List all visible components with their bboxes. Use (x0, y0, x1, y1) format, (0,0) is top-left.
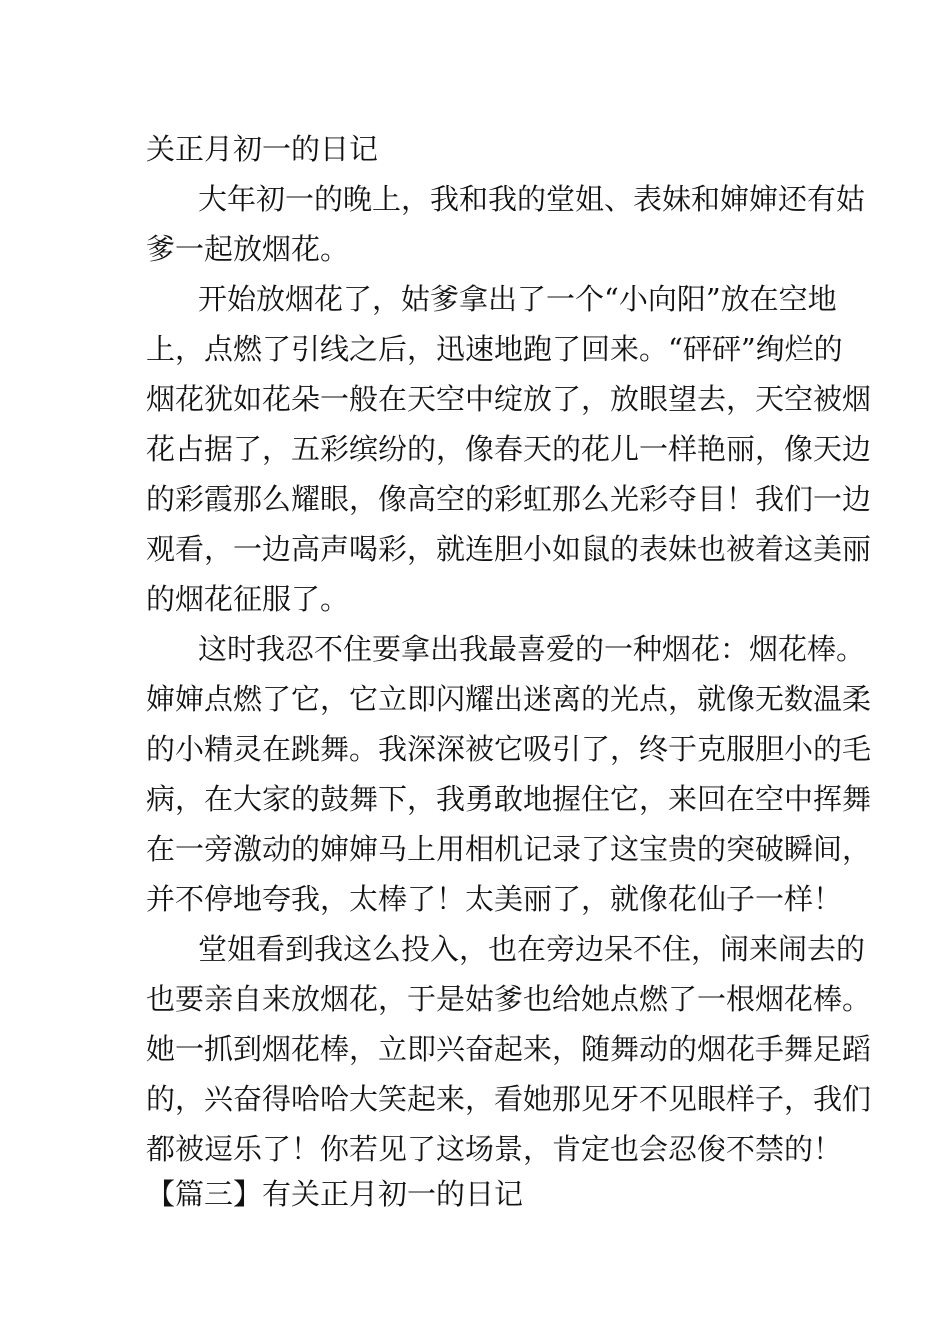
paragraph-1-line-1: 大年初一的晚上，我和我的堂姐、表妹和婶婶还有姑 (198, 182, 866, 216)
document-title: 关正月初一的日记 (146, 132, 379, 166)
paragraph-3-line-3: 的小精灵在跳舞。我深深被它吸引了，终于克服胆小的毛 (146, 732, 872, 766)
paragraph-3-line-5: 在一旁激动的婶婶马上用相机记录了这宝贵的突破瞬间， (146, 832, 872, 866)
paragraph-2-line-3: 烟花犹如花朵一般在天空中绽放了，放眼望去，天空被烟 (146, 382, 872, 416)
paragraph-4-line-3: 她一抓到烟花棒，立即兴奋起来，随舞动的烟花手舞足蹈 (146, 1032, 872, 1066)
paragraph-2-line-7: 的烟花征服了。 (146, 582, 350, 616)
paragraph-2-line-2: 上，点燃了引线之后，迅速地跑了回来。“砰砰”绚烂的 (146, 332, 843, 366)
paragraph-3-line-2: 婶婶点燃了它，它立即闪耀出迷离的光点，就像无数温柔 (146, 682, 872, 716)
paragraph-3-line-6: 并不停地夸我，太棒了！太美丽了，就像花仙子一样！ (146, 882, 843, 916)
paragraph-2-line-6: 观看，一边高声喝彩，就连胆小如鼠的表妹也被着这美丽 (146, 532, 872, 566)
paragraph-4-line-5: 都被逗乐了！你若见了这场景，肯定也会忍俊不禁的！ (146, 1132, 843, 1166)
paragraph-3-line-1: 这时我忍不住要拿出我最喜爱的一种烟花：烟花棒。 (198, 632, 866, 666)
paragraph-2-line-5: 的彩霞那么耀眼，像高空的彩虹那么光彩夺目！我们一边 (146, 482, 872, 516)
paragraph-3-line-4: 病，在大家的鼓舞下，我勇敢地握住它，来回在空中挥舞 (146, 782, 872, 816)
paragraph-2-line-1: 开始放烟花了，姑爹拿出了一个“小向阳”放在空地 (198, 282, 837, 316)
paragraph-2-line-4: 花占据了，五彩缤纷的，像春天的花儿一样艳丽，像天边 (146, 432, 872, 466)
next-section-heading: 【篇三】有关正月初一的日记 (146, 1177, 524, 1211)
paragraph-1-line-2: 爹一起放烟花。 (146, 232, 350, 266)
paragraph-4-line-1: 堂姐看到我这么投入，也在旁边呆不住，闹来闹去的 (198, 932, 866, 966)
paragraph-4-line-2: 也要亲自来放烟花，于是姑爹也给她点燃了一根烟花棒。 (146, 982, 872, 1016)
paragraph-4-line-4: 的，兴奋得哈哈大笑起来，看她那见牙不见眼样子，我们 (146, 1082, 872, 1116)
